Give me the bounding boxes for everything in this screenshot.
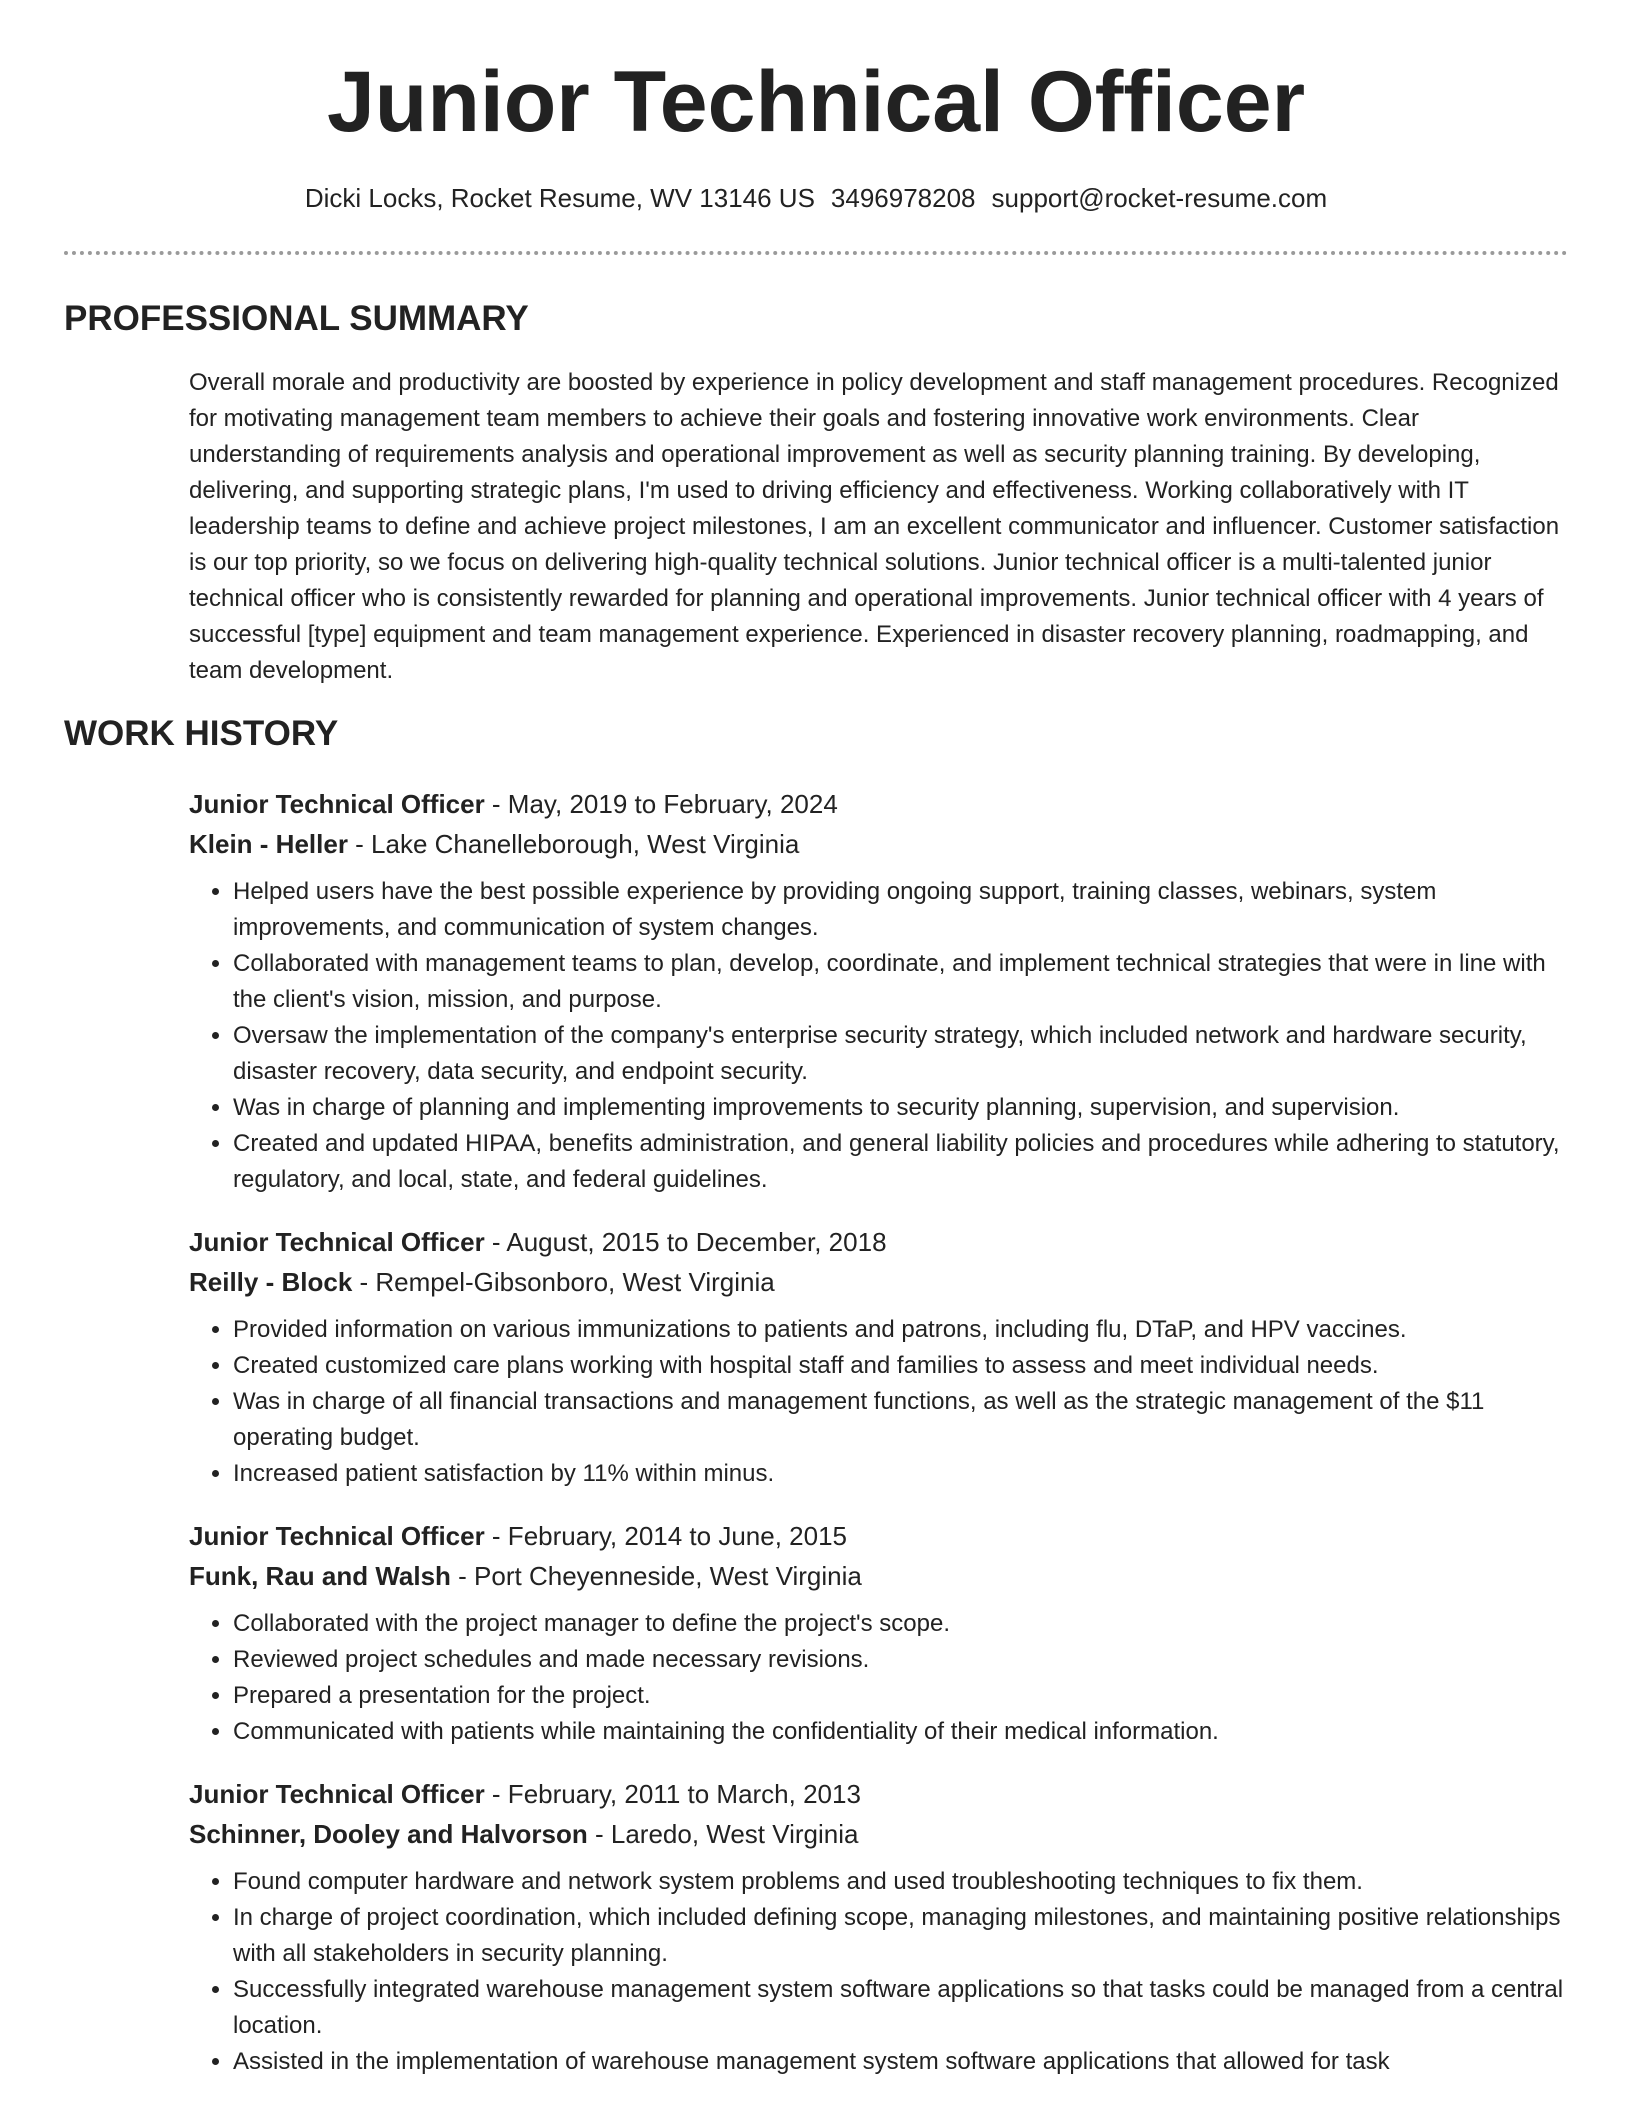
job-bullet: • Collaborated with the project manager to define the project's scope.	[233, 1606, 1569, 1642]
job-bullet: • Provided information on various immunizations to patients and patrons, including flu, DTaP, and HPV vaccines.	[233, 1312, 1569, 1348]
job-company-line	[189, 824, 1569, 864]
job-bullet: • Was in charge of planning and implementing improvements to security planning, supervision, and supervision.	[233, 1090, 1569, 1126]
job-bullet: • Reviewed project schedules and made necessary revisions.	[233, 1642, 1569, 1678]
job-location: - Rempel-Gibsonboro, West Virginia	[352, 1267, 775, 1297]
job-entry	[189, 1774, 1569, 2080]
job-bullet: • Found computer hardware and network system problems and used troubleshooting techniques to fix them.	[233, 1864, 1569, 1900]
contact-address: Dicki Locks, Rocket Resume, WV 13146 US	[304, 183, 815, 213]
job-title: Junior Technical Officer	[189, 789, 485, 819]
job-title: Junior Technical Officer	[189, 1521, 485, 1551]
job-dates: - August, 2015 to December, 2018	[484, 1227, 887, 1257]
resume-name: Junior Technical Officer	[326, 54, 1306, 150]
job-company: Klein - Heller	[189, 829, 348, 859]
job-company-line	[189, 1556, 1569, 1596]
job-title-line	[189, 1516, 1569, 1556]
job-dates: - February, 2014 to June, 2015	[484, 1521, 848, 1551]
work-history-list	[189, 784, 1569, 2104]
job-title: Junior Technical Officer	[189, 1779, 485, 1809]
contact-info	[0, 180, 1632, 216]
job-title: Junior Technical Officer	[189, 1227, 485, 1257]
job-dates: - May, 2019 to February, 2024	[484, 789, 838, 819]
job-company-line	[189, 1262, 1569, 1302]
job-bullet: • Was in charge of all financial transactions and management functions, as well as the strategic management of the $11 operating budget.	[233, 1384, 1569, 1456]
job-company-line	[189, 1814, 1569, 1854]
job-company: Funk, Rau and Walsh	[189, 1561, 451, 1591]
job-location: - Laredo, West Virginia	[587, 1819, 859, 1849]
contact-phone: 3496978208	[830, 183, 976, 213]
job-bullet: • Created and updated HIPAA, benefits administration, and general liability policies and procedures while adhering to statutory, regulatory, and local, state, and federal guidelines.	[233, 1126, 1569, 1198]
job-title-line	[189, 1222, 1569, 1262]
job-bullet: • Created customized care plans working with hospital staff and families to assess and meet individual needs.	[233, 1348, 1569, 1384]
job-location: - Lake Chanelleborough, West Virginia	[347, 829, 800, 859]
job-dates: - February, 2011 to March, 2013	[484, 1779, 861, 1809]
contact-email: support@rocket-resume.com	[991, 183, 1328, 213]
job-company: Schinner, Dooley and Halvorson	[189, 1819, 588, 1849]
job-bullet: • Successfully integrated warehouse management system software applications so that tasks could be managed from a central location.	[233, 1972, 1569, 2044]
job-bullet: • Oversaw the implementation of the company's enterprise security strategy, which included network and hardware security, disaster recovery, data security, and endpoint security.	[233, 1018, 1569, 1090]
job-entry	[189, 1516, 1569, 1750]
job-company: Reilly - Block	[189, 1267, 353, 1297]
job-bullet: • Helped users have the best possible experience by providing ongoing support, training classes, webinars, system improvements, and communication of system changes.	[233, 874, 1569, 946]
job-bullets	[189, 1864, 1569, 2080]
job-bullet: • In charge of project coordination, which included defining scope, managing milestones, and maintaining positive relationships with all stakeholders in security planning.	[233, 1900, 1569, 1972]
job-bullet: • Assisted in the implementation of warehouse management system software applications that allowed for task	[233, 2044, 1569, 2080]
job-entry	[189, 784, 1569, 1198]
job-title-line	[189, 784, 1569, 824]
job-bullet: • Communicated with patients while maintaining the confidentiality of their medical information.	[233, 1714, 1569, 1750]
job-entry	[189, 1222, 1569, 1492]
summary-text: Overall morale and productivity are boosted by experience in policy development and staff management procedures. Recognized for motivating management team members to achieve their goals and fostering innovative work environments. Clear understanding of requirements analysis and operational improvement as well as security planning training. By developing, delivering, and supporting strategic plans, I'm used to driving efficiency and effectiveness. Working collaboratively with IT leadership teams to define and achieve project milestones, I am an excellent communicator and influencer. Customer satisfaction is our top priority, so we focus on delivering high-quality technical solutions. Junior technical officer is a multi-talented junior technical officer who is consistently rewarded for planning and operational improvements. Junior technical officer with 4 years of successful [type] equipment and team management experience. Experienced in disaster recovery planning, roadmapping, and team development.	[189, 369, 1560, 684]
job-bullet: • Increased patient satisfaction by 11% within minus.	[233, 1456, 1569, 1492]
job-bullet: • Collaborated with management teams to plan, develop, coordinate, and implement technical strategies that were in line with the client's vision, mission, and purpose.	[233, 946, 1569, 1018]
summary-heading: PROFESSIONAL SUMMARY	[64, 299, 529, 338]
job-bullets	[189, 1312, 1569, 1492]
header-divider	[64, 251, 1568, 255]
job-bullets	[189, 1606, 1569, 1750]
job-bullets	[189, 874, 1569, 1198]
work-history-heading: WORK HISTORY	[64, 714, 339, 753]
job-location: - Port Cheyenneside, West Virginia	[450, 1561, 862, 1591]
job-bullet: • Prepared a presentation for the project.	[233, 1678, 1569, 1714]
job-title-line	[189, 1774, 1569, 1814]
